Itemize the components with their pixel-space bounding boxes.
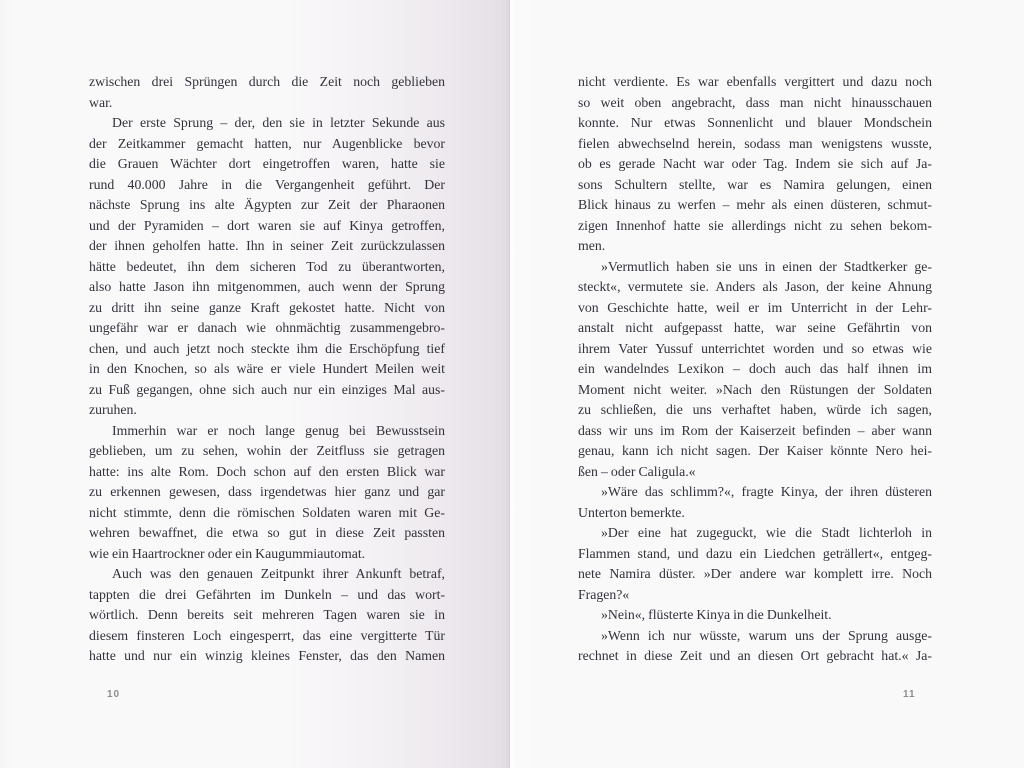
page-number-right: 11 bbox=[903, 689, 916, 700]
text-line: der Zeitkammer gemacht hatten, nur Augenblicke bevor bbox=[89, 135, 445, 151]
text-line: hatte: ins alte Rom. Doch schon auf den ersten Blick war bbox=[89, 463, 445, 479]
text-line: chen, und auch jetzt noch steckte ihm die Erschöpfung tief bbox=[89, 340, 445, 356]
text-line: ein wandelndes Lexikon – doch auch das half ihnen im bbox=[578, 361, 932, 376]
text-line: konnte. Nur etwas Sonnenlicht und blauer Mondschein bbox=[578, 115, 932, 130]
text-line: zwischen drei Sprüngen durch die Zeit noch geblieben bbox=[89, 74, 445, 89]
text-line: ihrem Vater Yussuf unterrichtet worden und so etwas wie bbox=[578, 340, 932, 356]
text-line: wie ein Haartrockner oder ein Kaugummiautomat. bbox=[89, 545, 366, 561]
text-line: war. bbox=[89, 94, 113, 110]
text-line: Der erste Sprung – der, den sie in letzter Sekunde aus bbox=[112, 115, 445, 130]
page-text-column-right bbox=[578, 72, 932, 667]
page-text-column-left bbox=[89, 72, 445, 667]
text-line: zu schließen, die uns verhaftet haben, würde ich sagen, bbox=[578, 402, 932, 417]
text-line: rund 40.000 Jahre in die Vergangenheit geführt. Der bbox=[89, 176, 445, 192]
text-line: und der Pyramiden – dort waren sie auf Kinya getroffen, bbox=[89, 217, 445, 233]
text-line: wörtlich. Denn bereits seit mehreren Tagen waren sie in bbox=[89, 607, 445, 622]
text-line: »Wenn ich nur wüsste, warum uns der Sprung ausge- bbox=[601, 627, 932, 643]
text-line: zigen Innenhof hatte sie allerdings nicht zu sehen bekom- bbox=[578, 217, 932, 233]
text-line: Blick hinaus zu werfen – mehr als einen düsteren, schmut- bbox=[578, 197, 932, 212]
text-line: »Der eine hat zugeguckt, wie die Stadt lichterloh in bbox=[601, 525, 932, 540]
text-line: geblieben, um zu sehen, wohin der Zeitfluss sie getragen bbox=[89, 443, 445, 458]
text-line: »Nein«, flüsterte Kinya in die Dunkelheit. bbox=[601, 607, 832, 622]
text-line: zu dritt ihn seine ganze Kraft gekostet hatte. Nicht von bbox=[89, 299, 445, 315]
text-line: diesem finsteren Loch eingesperrt, das eine vergitterte Tür bbox=[89, 627, 445, 643]
text-line: Immerhin war er noch lange genug bei Bewusstsein bbox=[112, 422, 445, 438]
text-line: Auch was den genauen Zeitpunkt ihrer Ankunft betraf, bbox=[112, 566, 445, 581]
text-line: wehren bewaffnet, die etwa so gut in diese Zeit passten bbox=[89, 525, 445, 540]
text-line: nicht stimmte, denn die römischen Soldaten waren mit Ge- bbox=[89, 504, 445, 520]
text-line: Flammen stand, und dazu ein Liedchen geträllert«, entgeg- bbox=[578, 545, 932, 561]
text-line: men. bbox=[578, 238, 606, 253]
text-line: nicht verdiente. Es war ebenfalls vergittert und dazu noch bbox=[578, 74, 932, 89]
text-line: also hatte Jason ihn mitgenommen, auch wenn der Sprung bbox=[89, 279, 445, 294]
text-line: Unterton bemerkte. bbox=[578, 504, 685, 520]
text-line: rechnet in diese Zeit und an diesen Ort gebracht hat.« Ja- bbox=[578, 648, 932, 663]
text-line: Moment nicht weiter. »Nach den Rüstungen der Soldaten bbox=[578, 381, 932, 397]
text-line: nächste Sprung ins alte Ägypten zur Zeit der Pharaonen bbox=[89, 197, 445, 212]
text-line: hätte bedeutet, ihn dem sicheren Tod zu überantworten, bbox=[89, 258, 445, 274]
text-line: die Grauen Wächter dort eingetroffen waren, hatte sie bbox=[89, 156, 445, 171]
text-line: anstalt nicht aufgepasst hatte, war seine Gefährtin von bbox=[578, 320, 932, 335]
text-line: fielen abwechselnd herein, sodass man wenigstens wusste, bbox=[578, 135, 932, 151]
book-page-right bbox=[510, 0, 1024, 768]
text-line: von Geschichte hatte, weil er im Unterricht in der Lehr- bbox=[578, 299, 932, 315]
text-line: sons Schultern stellte, war es Namira gelungen, einen bbox=[578, 176, 932, 192]
text-line: genau, kann ich nicht sagen. Der Kaiser könnte Nero hei- bbox=[578, 443, 932, 458]
text-line: ßen – oder Caligula.« bbox=[578, 463, 696, 479]
text-line: steckt«, vermutete sie. Anders als Jason, der keine Ahnung bbox=[578, 279, 932, 294]
text-line: in den Knochen, so als wäre er viele Hundert Meilen weit bbox=[89, 361, 445, 376]
text-line: hatte und nur ein winzig kleines Fenster, das den Namen bbox=[89, 648, 445, 663]
text-line: zuruhen. bbox=[89, 402, 137, 417]
text-line: ob es gerade Nacht war oder Tag. Indem sie sich auf Ja- bbox=[578, 156, 932, 171]
text-line: der ihnen geholfen hatte. Ihn in seiner Zeit zurückzulassen bbox=[89, 238, 445, 253]
text-line: zu erkennen gewesen, dass irgendetwas hier ganz und gar bbox=[89, 484, 445, 499]
text-line: »Wäre das schlimm?«, fragte Kinya, der ihren düsteren bbox=[601, 484, 932, 499]
text-line: tappten die drei Gefährten im Dunkeln – und das wort- bbox=[89, 586, 445, 602]
text-line: dass wir uns im Rom der Kaiserzeit befinden – aber wann bbox=[578, 422, 932, 438]
text-line: »Vermutlich haben sie uns in einen der Stadtkerker ge- bbox=[601, 258, 932, 274]
text-line: Fragen?« bbox=[578, 586, 630, 602]
text-line: ungefähr war er danach wie ohnmächtig zusammengebro- bbox=[89, 320, 445, 335]
page-number-left: 10 bbox=[107, 689, 121, 700]
text-line: nete Namira düster. »Der andere war komplett irre. Noch bbox=[578, 566, 932, 581]
text-line: so weit oben angebracht, dass man nicht hinausschauen bbox=[578, 94, 932, 110]
book-page-left bbox=[0, 0, 510, 768]
text-line: zu Fuß gegangen, ohne sich auch nur ein einziges Mal aus- bbox=[89, 381, 445, 397]
